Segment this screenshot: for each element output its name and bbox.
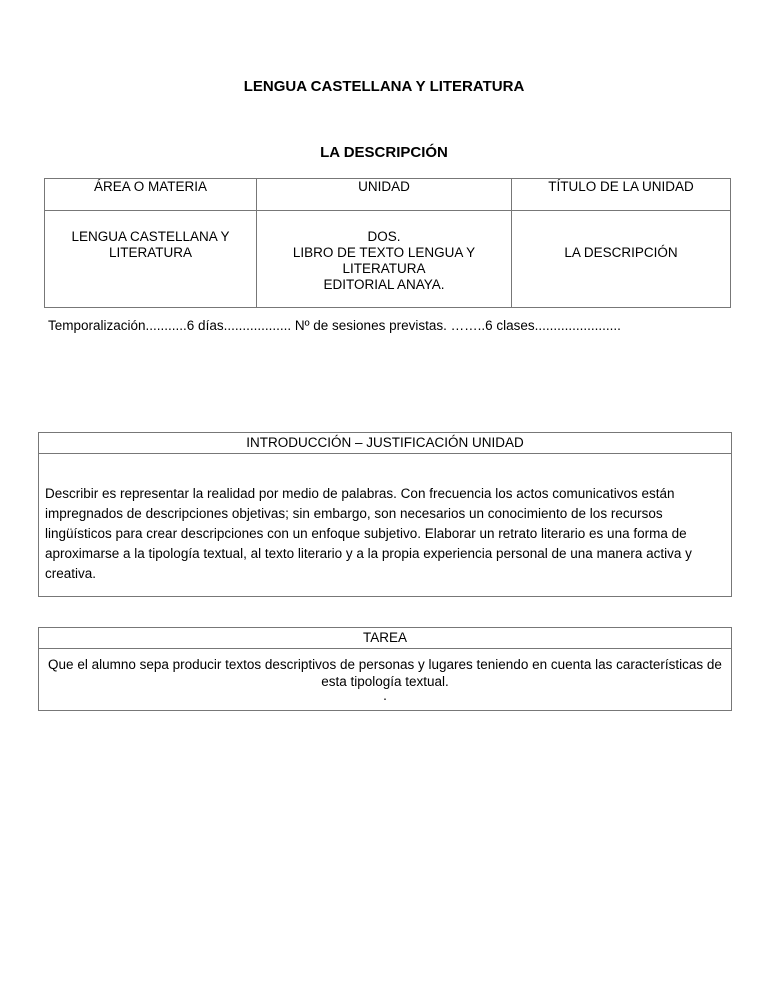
document-title: LENGUA CASTELLANA Y LITERATURA: [243, 78, 525, 95]
unidad-line: LIBRO DE TEXTO LENGUA Y: [292, 245, 476, 260]
document-subtitle: LA DESCRIPCIÓN: [320, 144, 448, 161]
cell-unidad: [257, 211, 512, 308]
area-line: LITERATURA: [108, 245, 192, 260]
tarea-body: Que el alumno sepa producir textos descriptivos de personas y lugares teniendo en cuenta las características de esta tipología textual.: [48, 657, 722, 689]
tarea-box: [38, 627, 732, 711]
intro-body: Describir es representar la realidad por medio de palabras. Con frecuencia los actos comunicativos están impregnados de descripciones objetivas; sin embargo, son necesarios un conocimiento de los recursos lingüísticos para crear descripciones con un enfoque subjetivo. Elaborar un retrato literario es una forma de aproximarse a la tipología textual, al texto literario y a la propia experiencia personal de una manera activa y creativa.: [45, 486, 692, 581]
header-area: ÁREA O MATERIA: [45, 179, 257, 211]
area-line: LENGUA CASTELLANA Y: [71, 229, 230, 244]
unit-info-table: [44, 178, 731, 308]
unidad-line: LITERATURA: [342, 261, 426, 276]
intro-header: INTRODUCCIÓN – JUSTIFICACIÓN UNIDAD: [39, 433, 731, 454]
titulo-text: LA DESCRIPCIÓN: [564, 245, 678, 260]
header-titulo: TÍTULO DE LA UNIDAD: [512, 179, 731, 211]
tarea-header: TAREA: [39, 628, 731, 649]
cell-area: [45, 211, 257, 308]
unidad-line: EDITORIAL ANAYA.: [323, 277, 445, 292]
unidad-line: DOS.: [367, 229, 401, 244]
temporalizacion-line: Temporalización...........6 días.................. Nº de sesiones previstas. ……..6 clases.......................: [48, 318, 621, 333]
cell-titulo: [512, 211, 731, 308]
header-unidad: UNIDAD: [257, 179, 512, 211]
tarea-trailing: .: [383, 688, 387, 703]
intro-box: [38, 432, 732, 597]
